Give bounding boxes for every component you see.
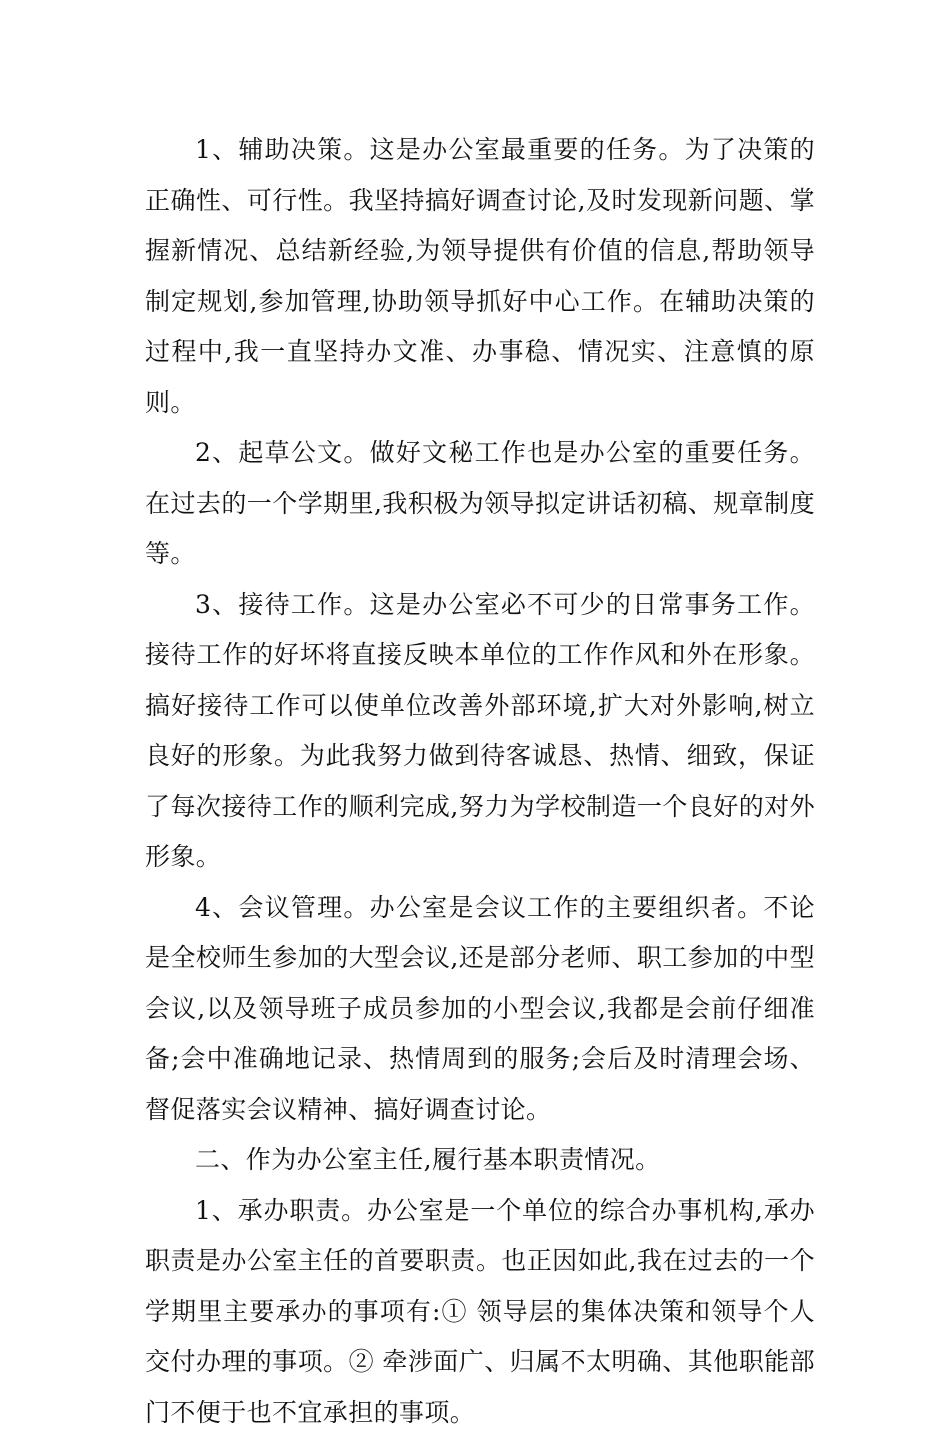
paragraph-reception-work: 3、接待工作。这是办公室必不可少的日常事务工作。接待工作的好坏将直接反映本单位的工作作风和外在形象。搞好接待工作可以使单位改善外部环境,扩大对外影响,树立良好的形象。为此我努力做到待客诚恳、热情、细致，保证了每次接待工作的顺利完成,努力为学校制造一个良好的对外形象。 bbox=[145, 580, 815, 883]
document-body bbox=[145, 125, 815, 1438]
paragraph-assist-decision: 1、辅助决策。这是办公室最重要的任务。为了决策的正确性、可行性。我坚持搞好调查讨论,及时发现新问题、掌握新情况、总结新经验,为领导提供有价值的信息,帮助领导制定规划,参加管理,协助领导抓好中心工作。在辅助决策的过程中,我一直坚持办文准、办事稳、情况实、注意慎的原则。 bbox=[145, 125, 815, 428]
section-heading-office-director-duties: 二、作为办公室主任,履行基本职责情况。 bbox=[145, 1135, 815, 1186]
paragraph-meeting-management: 4、会议管理。办公室是会议工作的主要组织者。不论是全校师生参加的大型会议,还是部分老师、职工参加的中型会议,以及领导班子成员参加的小型会议,我都是会前仔细准备;会中准确地记录、热情周到的服务;会后及时清理会场、督促落实会议精神、搞好调查讨论。 bbox=[145, 883, 815, 1136]
paragraph-draft-documents: 2、起草公文。做好文秘工作也是办公室的重要任务。在过去的一个学期里,我积极为领导拟定讲话初稿、规章制度等。 bbox=[145, 428, 815, 580]
paragraph-undertaking-duties: 1、承办职责。办公室是一个单位的综合办事机构,承办职责是办公室主任的首要职责。也正因如此,我在过去的一个学期里主要承办的事项有:① 领导层的集体决策和领导个人交付办理的事项。② 牵涉面广、归属不太明确、其他职能部门不便于也不宜承担的事项。 bbox=[145, 1186, 815, 1438]
